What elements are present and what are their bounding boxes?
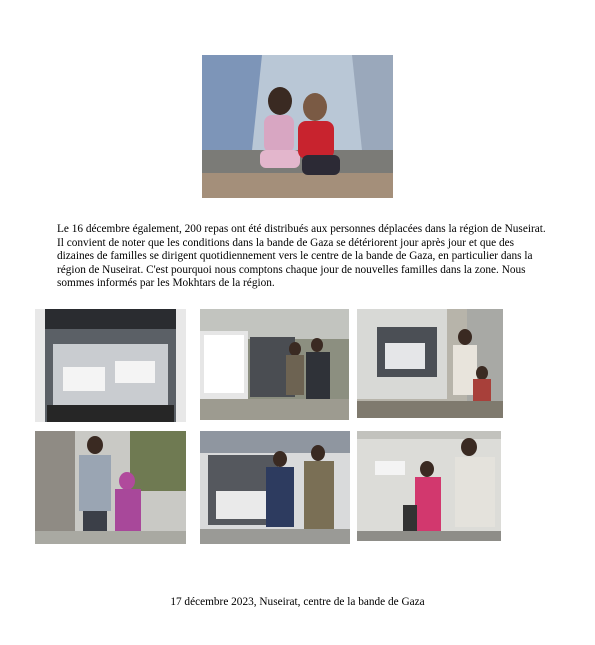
article-paragraph: Le 16 décembre également, 200 repas ont été distribués aux personnes déplacées dans la région de Nuseirat. Il convient de noter que les conditions dans la bande de Gaza se détériorent jour après jour et que des dizaines de familles se dirigent quotidiennement vers le centre de la bande de Gaza, en particulier dans la région de Nuseirat. C'est pourquoi nous comptons chaque jour de nouvelles familles dans la zone. Nous sommes informés par les Mokhtars de la région. <box>57 223 546 290</box>
photo-man-and-girl-pink-hoodie <box>35 431 186 544</box>
photo-car-trunk-meals <box>35 309 186 422</box>
photo-girl-in-room <box>357 431 501 541</box>
photo-boy-receiving-meal-car <box>200 431 350 544</box>
photo-caption: 17 décembre 2023, Nuseirat, centre de la bande de Gaza <box>170 596 425 608</box>
photo-girls-in-tent <box>202 55 393 198</box>
photo-men-with-car <box>200 309 349 420</box>
photo-man-giving-meal-to-girl <box>357 309 503 418</box>
